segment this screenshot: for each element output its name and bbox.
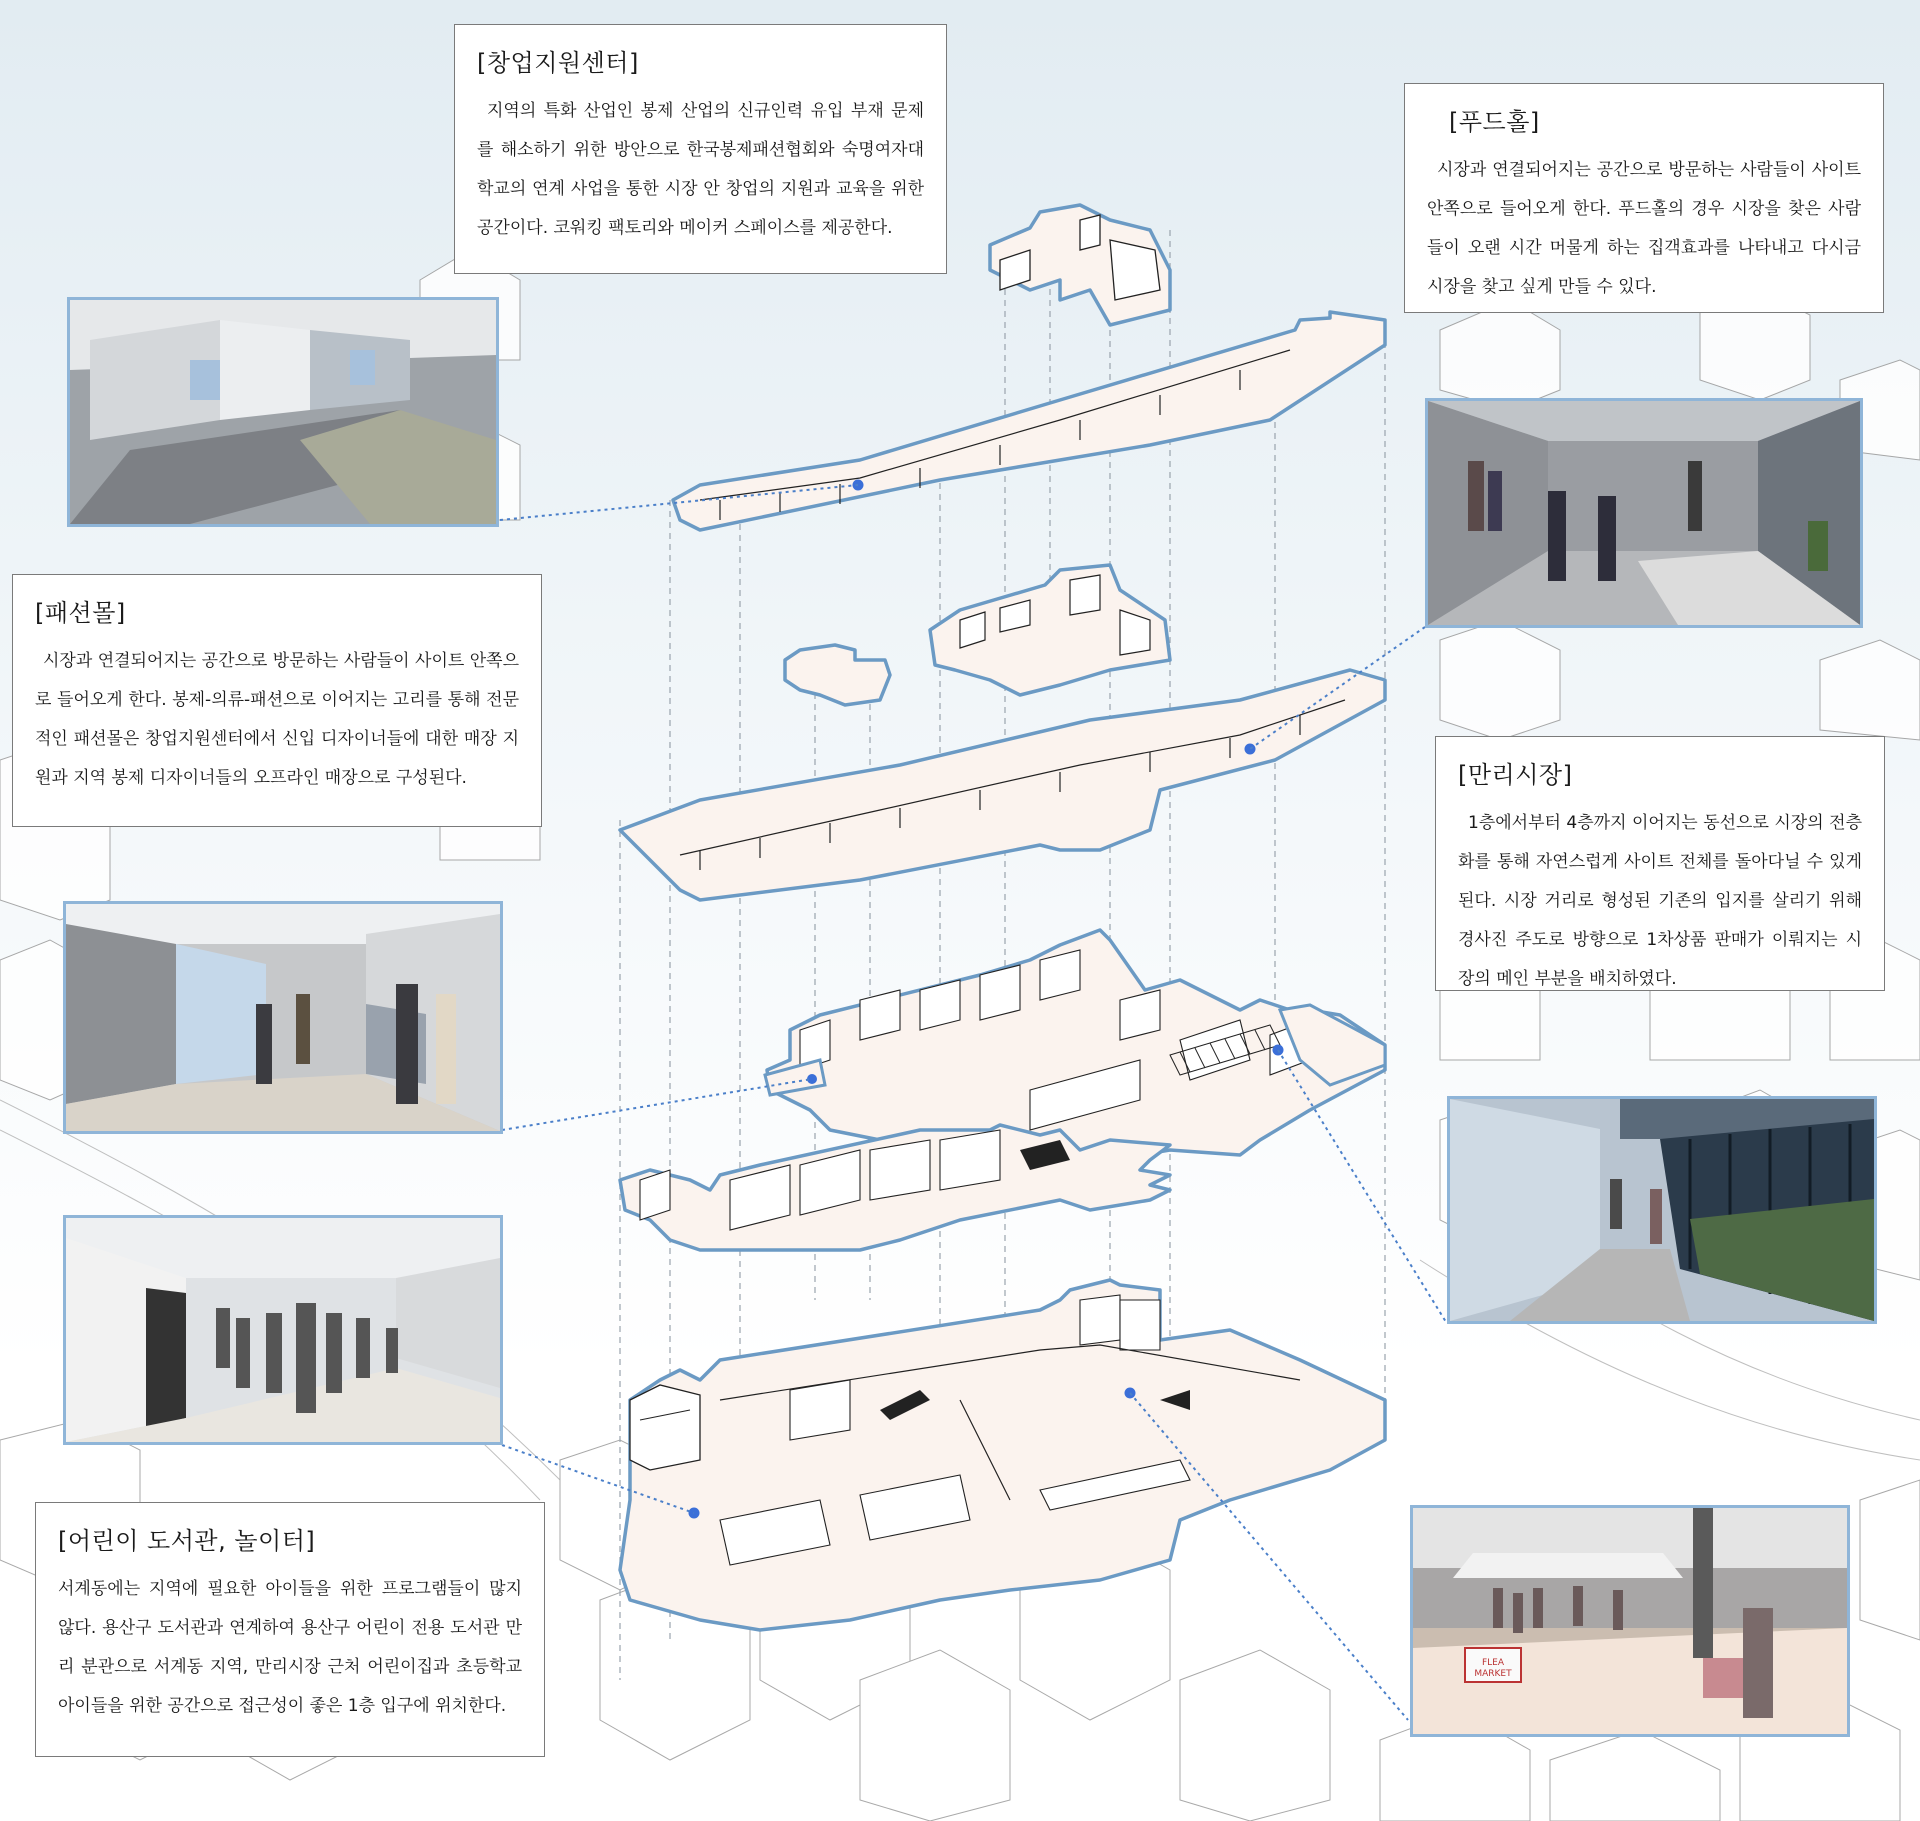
photo-library-entrance <box>63 1215 503 1445</box>
flea-market-sign: FLEA MARKET <box>1474 1658 1512 1679</box>
panel-body: 서계동에는 지역에 필요한 아이들을 위한 프로그램들이 많지 않다. 용산구 도서관과 연계하여 용산구 어린이 전용 도서관 만리 분관으로 서계동 지역, 만리시장 근처 어린이집과 초등학교 아이들을 위한 공간으로 접근성이 좋은 1층 입구에 위치한다. <box>58 1579 522 1716</box>
photo-rooftop <box>67 297 499 527</box>
level-4-slab <box>673 312 1385 530</box>
photo-food-hall <box>1425 398 1863 628</box>
panel-title: [창업지원센터] <box>477 49 639 77</box>
photo-flea-market <box>1410 1505 1850 1737</box>
panel-fashion-mall <box>12 574 542 827</box>
photo-market-street <box>1447 1096 1877 1324</box>
panel-food-hall <box>1404 83 1884 313</box>
panel-title: [만리시장] <box>1458 761 1573 789</box>
panel-startup-center <box>454 24 947 274</box>
panel-title: [푸드홀] <box>1449 108 1540 136</box>
panel-body: 1층에서부터 4층까지 이어지는 동선으로 시장의 전층화를 통해 자연스럽게 사이트 전체를 돌아다닐 수 있게 된다. 시장 거리로 형성된 기존의 입지를 살리기 위해 경사진 주도로 방향으로 1차상품 판매가 이뤄지는 시장의 메인 부분을 배치하였다. <box>1458 813 1862 989</box>
panel-body: 시장과 연결되어지는 공간으로 방문하는 사람들이 사이트 안쪽으로 들어오게 한다. 푸드홀의 경우 시장을 찾은 사람들이 오랜 시간 머물게 하는 집객효과를 나타내고 다시금 시장을 찾고 싶게 만들 수 있다. <box>1427 160 1861 297</box>
photo-fashion-mall <box>63 901 503 1134</box>
panel-body: 지역의 특화 산업인 봉제 산업의 신규인력 유입 부재 문제를 해소하기 위한 방안으로 한국봉제패션협회와 숙명여자대학교의 연계 사업을 통한 시장 안 창업의 지원과 교육을 위한 공간이다. 코워킹 팩토리와 메이커 스페이스를 제공한다. <box>477 101 924 238</box>
marker-level-3 <box>1245 744 1256 755</box>
panel-manri-market <box>1435 736 1885 991</box>
panel-title: [패션몰] <box>35 599 126 627</box>
panel-children-library <box>35 1502 545 1757</box>
panel-body: 시장과 연결되어지는 공간으로 방문하는 사람들이 사이트 안쪽으로 들어오게 한다. 봉제-의류-패션으로 이어지는 고리를 통해 전문적인 패션몰은 창업지원센터에서 신입 디자이너들에 대한 매장 지원과 지역 봉제 디자이너들의 오프라인 매장으로 구성된다. <box>35 651 519 788</box>
level-3-slab <box>620 670 1385 900</box>
level-1-slab <box>620 1280 1385 1630</box>
panel-title: [어린이 도서관, 놀이터] <box>58 1527 316 1555</box>
